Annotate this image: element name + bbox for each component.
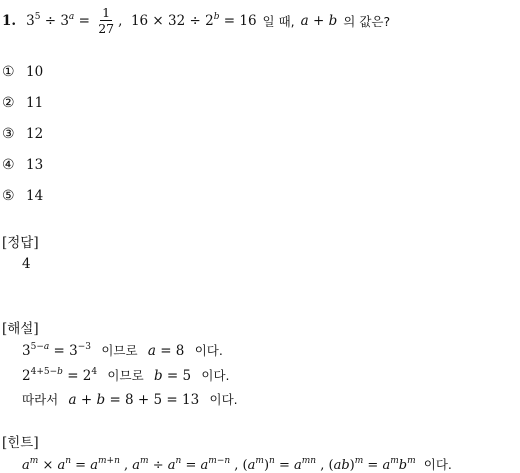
choice-value: 13 — [26, 157, 44, 173]
choice-value: 11 — [26, 95, 44, 111]
choice-marker: ⑤ — [2, 188, 15, 204]
choice-2[interactable] — [2, 95, 43, 111]
is-text: 이다. — [201, 368, 230, 383]
question-line — [2, 6, 390, 36]
choice-3[interactable] — [2, 126, 43, 142]
since-text: 이므로 — [107, 368, 144, 383]
hint-is-text: 이다. — [423, 457, 452, 472]
explanation-result-2: b = 5 — [153, 368, 192, 384]
is-text: 이다. — [209, 392, 238, 407]
explanation-formula-3: a + b = 8 + 5 = 13 — [68, 392, 200, 408]
hint-formula: $a^m \times a^n = a^{m+n}$ , $a^m \div a^n = a^{m-n}$ , $(a^m)^n = a^{mn}$ , $(ab)^m = a^mb^m$ — [22, 456, 416, 473]
hint-line — [22, 455, 452, 473]
question-sum-expr: a + b — [300, 13, 338, 29]
question-value-text: 의 값은? — [343, 14, 391, 29]
choice-value: 14 — [26, 188, 44, 204]
choice-marker: ② — [2, 95, 15, 111]
choice-value: 12 — [26, 126, 44, 142]
explanation-label: [해설] — [2, 321, 39, 337]
therefore-text: 따라서 — [22, 392, 59, 407]
question-number: 1. — [2, 13, 17, 29]
choice-marker: ① — [2, 64, 15, 80]
explanation-line-2 — [22, 366, 230, 384]
hint-label: [힌트] — [2, 435, 39, 451]
fraction-one-27: $\frac{1}{27}$ — [98, 4, 115, 36]
explanation-formula-1: $3^{5-a} = 3^{-3}$ — [22, 342, 92, 359]
answer-value: 4 — [22, 256, 31, 272]
choice-1[interactable] — [2, 64, 43, 80]
question-formula: $3^5 \div 3^a$ = $\frac{1}{27}$ , $16 \times 32 \div 2^b = 16$ — [26, 4, 257, 36]
explanation-line-1 — [22, 341, 223, 359]
since-text: 이므로 — [101, 343, 138, 358]
explanation-result-1: a = 8 — [147, 343, 185, 359]
is-text: 이다. — [194, 343, 223, 358]
choice-marker: ④ — [2, 157, 15, 173]
choice-marker: ③ — [2, 126, 15, 142]
question-when-text: 일 때, — [262, 14, 295, 29]
explanation-line-3 — [22, 390, 238, 408]
choice-value: 10 — [26, 64, 44, 80]
answer-label: [정답] — [2, 235, 39, 251]
choice-4[interactable] — [2, 157, 43, 173]
choice-5[interactable] — [2, 188, 43, 204]
explanation-formula-2: $2^{4+5-b} = 2^4$ — [22, 367, 98, 384]
